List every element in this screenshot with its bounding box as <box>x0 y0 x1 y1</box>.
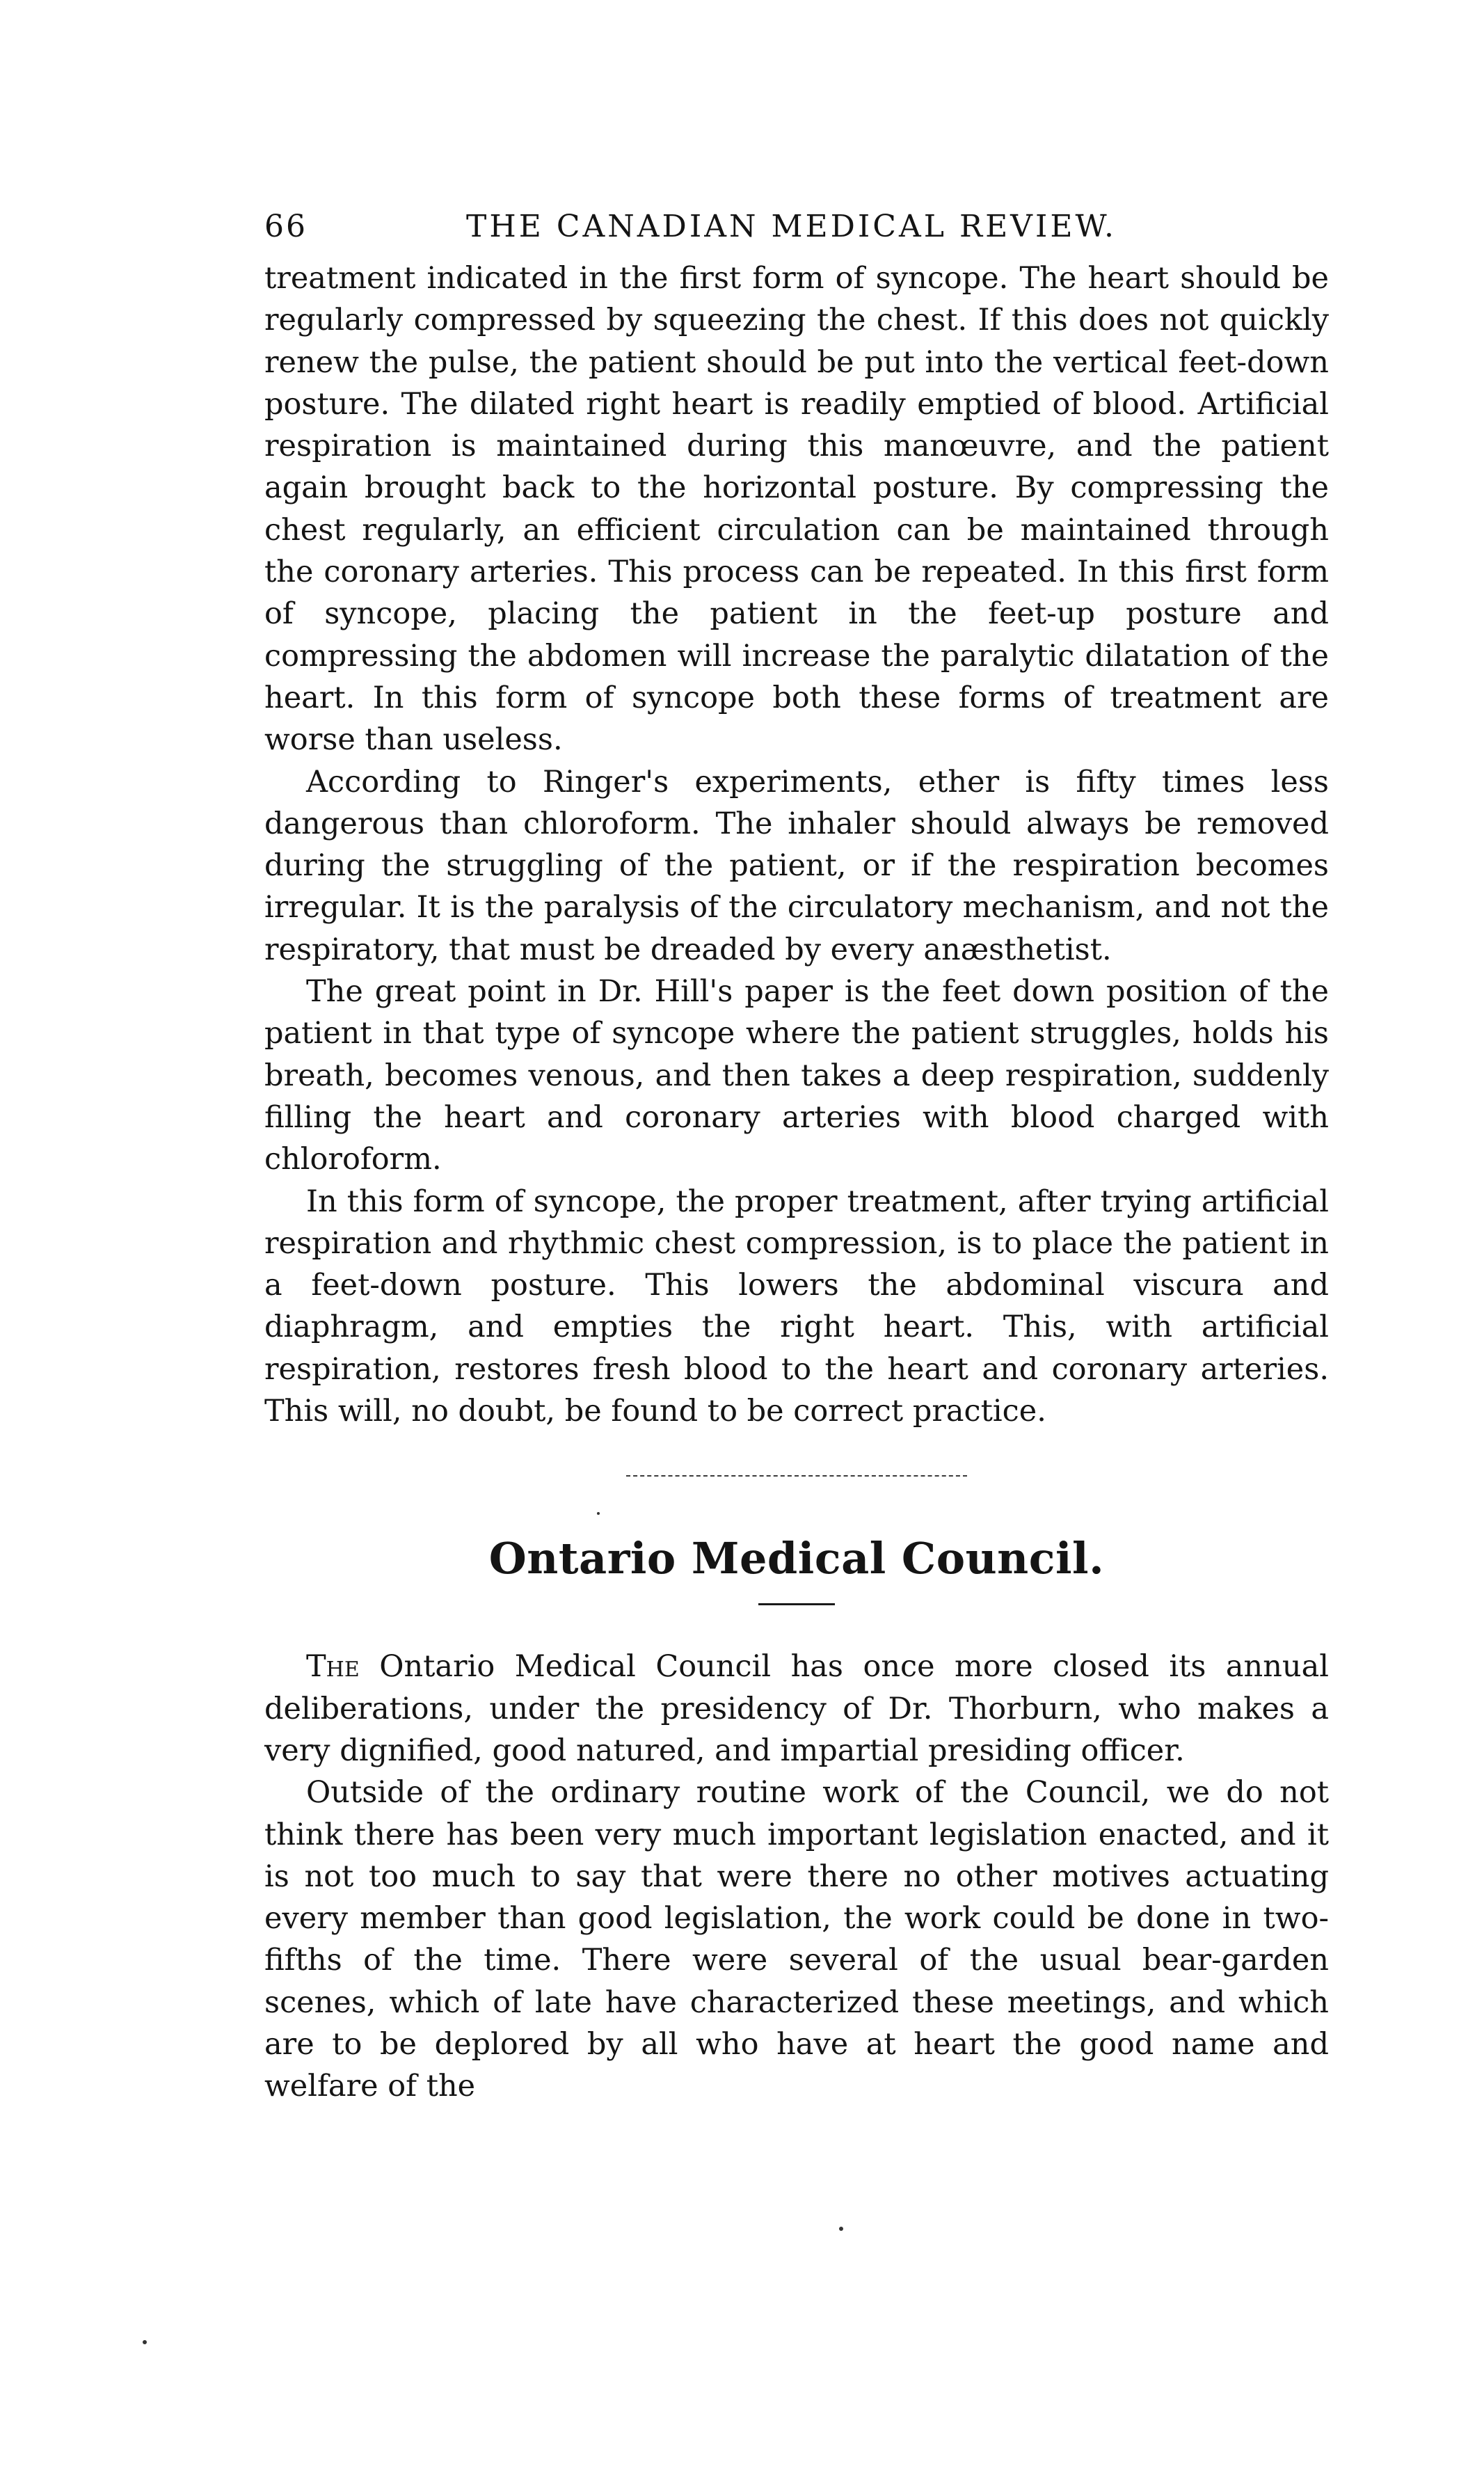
running-head <box>264 209 1329 257</box>
paragraph-syncope-treatment: treatment indicated in the first form of syncope. The heart should be regularly compressed by squeezing the chest. If this does not quickly renew the pulse, the patient should be put into the vertical feet-down posture. The dilated right heart is readily emptied of blood. Artificial respiration is maintained during this manœuvre, and the patient again brought back to the horizontal posture. By compressing the chest regularly, an efficient circulation can be maintained through the coronary arteries. This process can be repeated. In this first form of syncope, placing the patient in the feet-up posture and compressing the abdomen will increase the paralytic dilatation of the heart. In this form of syncope both these forms of treatment are worse than useless. <box>264 261 1329 758</box>
paragraph-ringer-experiments: According to Ringer's experiments, ether is fifty times less dangerous than chloroform. The inhaler should always be removed during the struggling of the patient, or if the respiration becomes irregular. It is the paralysis of the circulatory mechanism, and not the respiratory, that must be dreaded by every anæsthetist. <box>264 764 1329 967</box>
page-number: 66 <box>264 209 308 244</box>
scan-speck <box>839 2227 843 2231</box>
paragraph-council-legislation: Outside of the ordinary routine work of the Council, we do not think there has been very much important legislation enacted, and it is not too much to say that were there no other motives actuating every member than good legislation, the work could be done in two-fifths of the time. There were several of the usual bear-garden scenes, which of late have characterized these meetings, and which are to be deplored by all who have at heart the good name and welfare of the <box>264 1775 1329 2104</box>
paragraph-hill-paper: The great point in Dr. Hill's paper is the feet down position of the patient in that type of syncope where the patient struggles, holds his breath, becomes venous, and then takes a deep respiration, suddenly filling the heart and coronary arteries with blood charged with chloroform. <box>264 974 1329 1177</box>
lead-word: The <box>306 1649 360 1685</box>
section-heading: Ontario Medical Council. <box>488 1533 1105 1584</box>
section-divider <box>626 1475 967 1477</box>
paragraph-proper-treatment: In this form of syncope, the proper treatment, after trying artificial respiration and rhythmic chest compression, is to place the patient in a feet-down posture. This lowers the abdominal viscura and diaphragm, and empties the right heart. This, with artificial respiration, restores fresh blood to the heart and coronary arteries. This will, no doubt, be found to be correct practice. <box>264 1184 1329 1429</box>
paragraph-council-intro-text: Ontario Medical Council has once more closed its annual deliberations, under the presidency of Dr. Thorburn, who makes a very dignified, good natured, and impartial presiding officer. <box>264 1649 1329 1768</box>
heading-rule <box>758 1603 835 1605</box>
paragraph-council-intro <box>264 1646 1329 1772</box>
page-content <box>264 209 1329 2108</box>
scan-speck <box>597 1512 600 1515</box>
scan-speck <box>143 2340 147 2344</box>
journal-title: THE CANADIAN MEDICAL REVIEW. <box>466 209 1117 244</box>
